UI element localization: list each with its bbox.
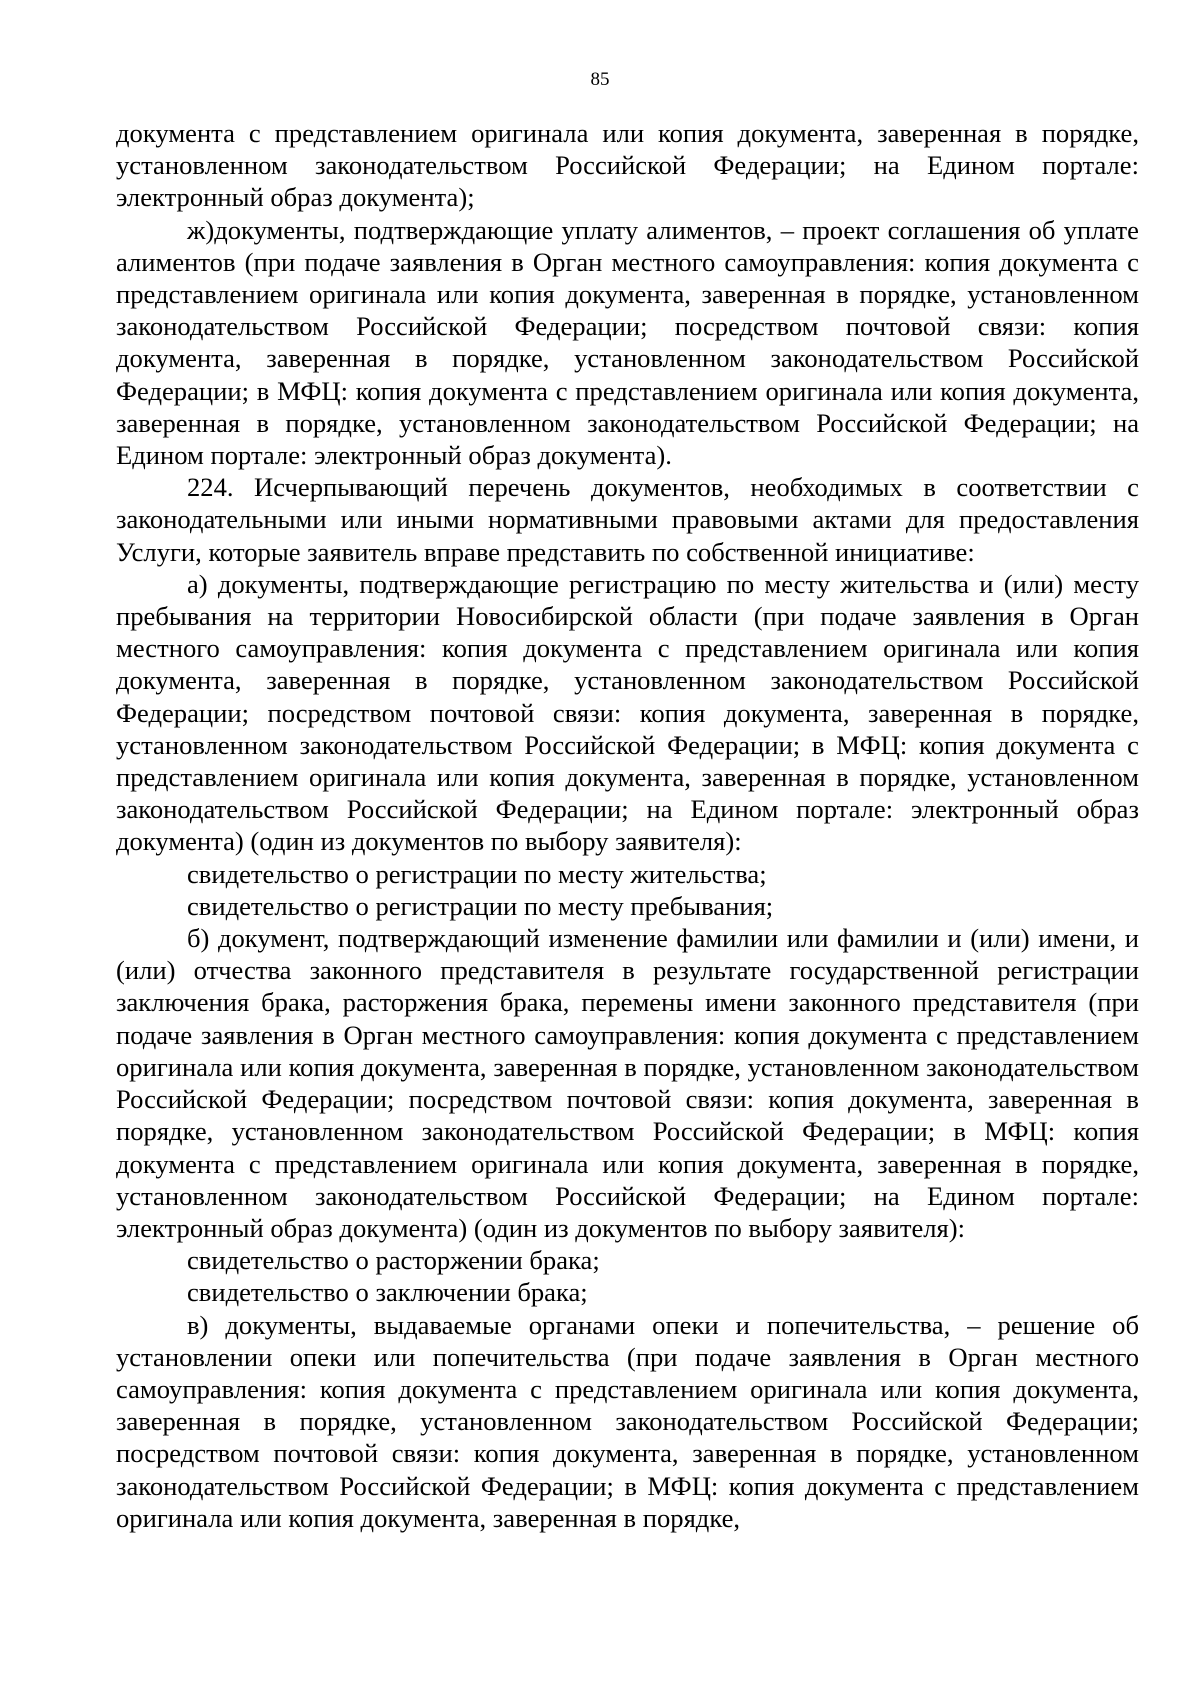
paragraph-item-zh: ж)документы, подтверждающие уплату алиментов, – проект соглашения об уплате алиментов (при подаче заявления в Орган местного самоуправления: копия документа с представлением оригинала или копия документа, заверенная в порядке, установленном законодательством Российской Федерации; посредством почтовой связи: копия документа, заверенная в порядке, установленном законодательством Российской Федерации; в МФЦ: копия документа с представлением оригинала или копия документа, заверенная в порядке, установленном законодательством Российской Федерации; на Едином портале: электронный образ документа). <box>116 214 1139 471</box>
paragraph-item-v: в) документы, выдаваемые органами опеки и попечительства, – решение об установлении опеки или попечительства (при подаче заявления в Орган местного самоуправления: копия документа с представлением оригинала или копия документа, заверенная в порядке, установленном законодательством Российской Федерации; посредством почтовой связи: копия документа, заверенная в порядке, установленном законодательством Российской Федерации; в МФЦ: копия документа с представлением оригинала или копия документа, заверенная в порядке, <box>116 1309 1139 1533</box>
paragraph-224: 224. Исчерпывающий перечень документов, необходимых в соответствии с законодательными или иными нормативными правовыми актами для предоставления Услуги, которые заявитель вправе представить по собственной инициативе: <box>116 472 1139 567</box>
document-body <box>116 117 1139 1534</box>
list-item: свидетельство о расторжении брака; <box>187 1245 600 1276</box>
paragraph-continuation: документа с представлением оригинала или копия документа, заверенная в порядке, установленном законодательством Российской Федерации; на Едином портале: электронный образ документа); <box>116 118 1139 213</box>
paragraph-item-b: б) документ, подтверждающий изменение фамилии или фамилии и (или) имени, и (или) отчества законного представителя в результате государственной регистрации заключения брака, расторжения брака, перемены имени законного представителя (при подаче заявления в Орган местного самоуправления: копия документа с представлением оригинала или копия документа, заверенная в порядке, установленном законодательством Российской Федерации; посредством почтовой связи: копия документа, заверенная в порядке, установленном законодательством Российской Федерации; в МФЦ: копия документа с представлением оригинала или копия документа, заверенная в порядке, установленном законодательством Российской Федерации; на Едином портале: электронный образ документа) (один из документов по выбору заявителя): <box>116 923 1139 1243</box>
page-number: 85 <box>590 69 610 90</box>
list-item: свидетельство о заключении брака; <box>187 1277 588 1308</box>
paragraph-item-a: а) документы, подтверждающие регистрацию по месту жительства и (или) месту пребывания на территории Новосибирской области (при подаче заявления в Орган местного самоуправления: копия документа с представлением оригинала или копия документа, заверенная в порядке, установленном законодательством Российской Федерации; посредством почтовой связи: копия документа, заверенная в порядке, установленном законодательством Российской Федерации; в МФЦ: копия документа с представлением оригинала или копия документа, заверенная в порядке, установленном законодательством Российской Федерации; на Едином портале: электронный образ документа) (один из документов по выбору заявителя): <box>116 568 1139 857</box>
list-item: свидетельство о регистрации по месту жительства; <box>187 858 767 889</box>
list-item: свидетельство о регистрации по месту пребывания; <box>187 890 774 921</box>
